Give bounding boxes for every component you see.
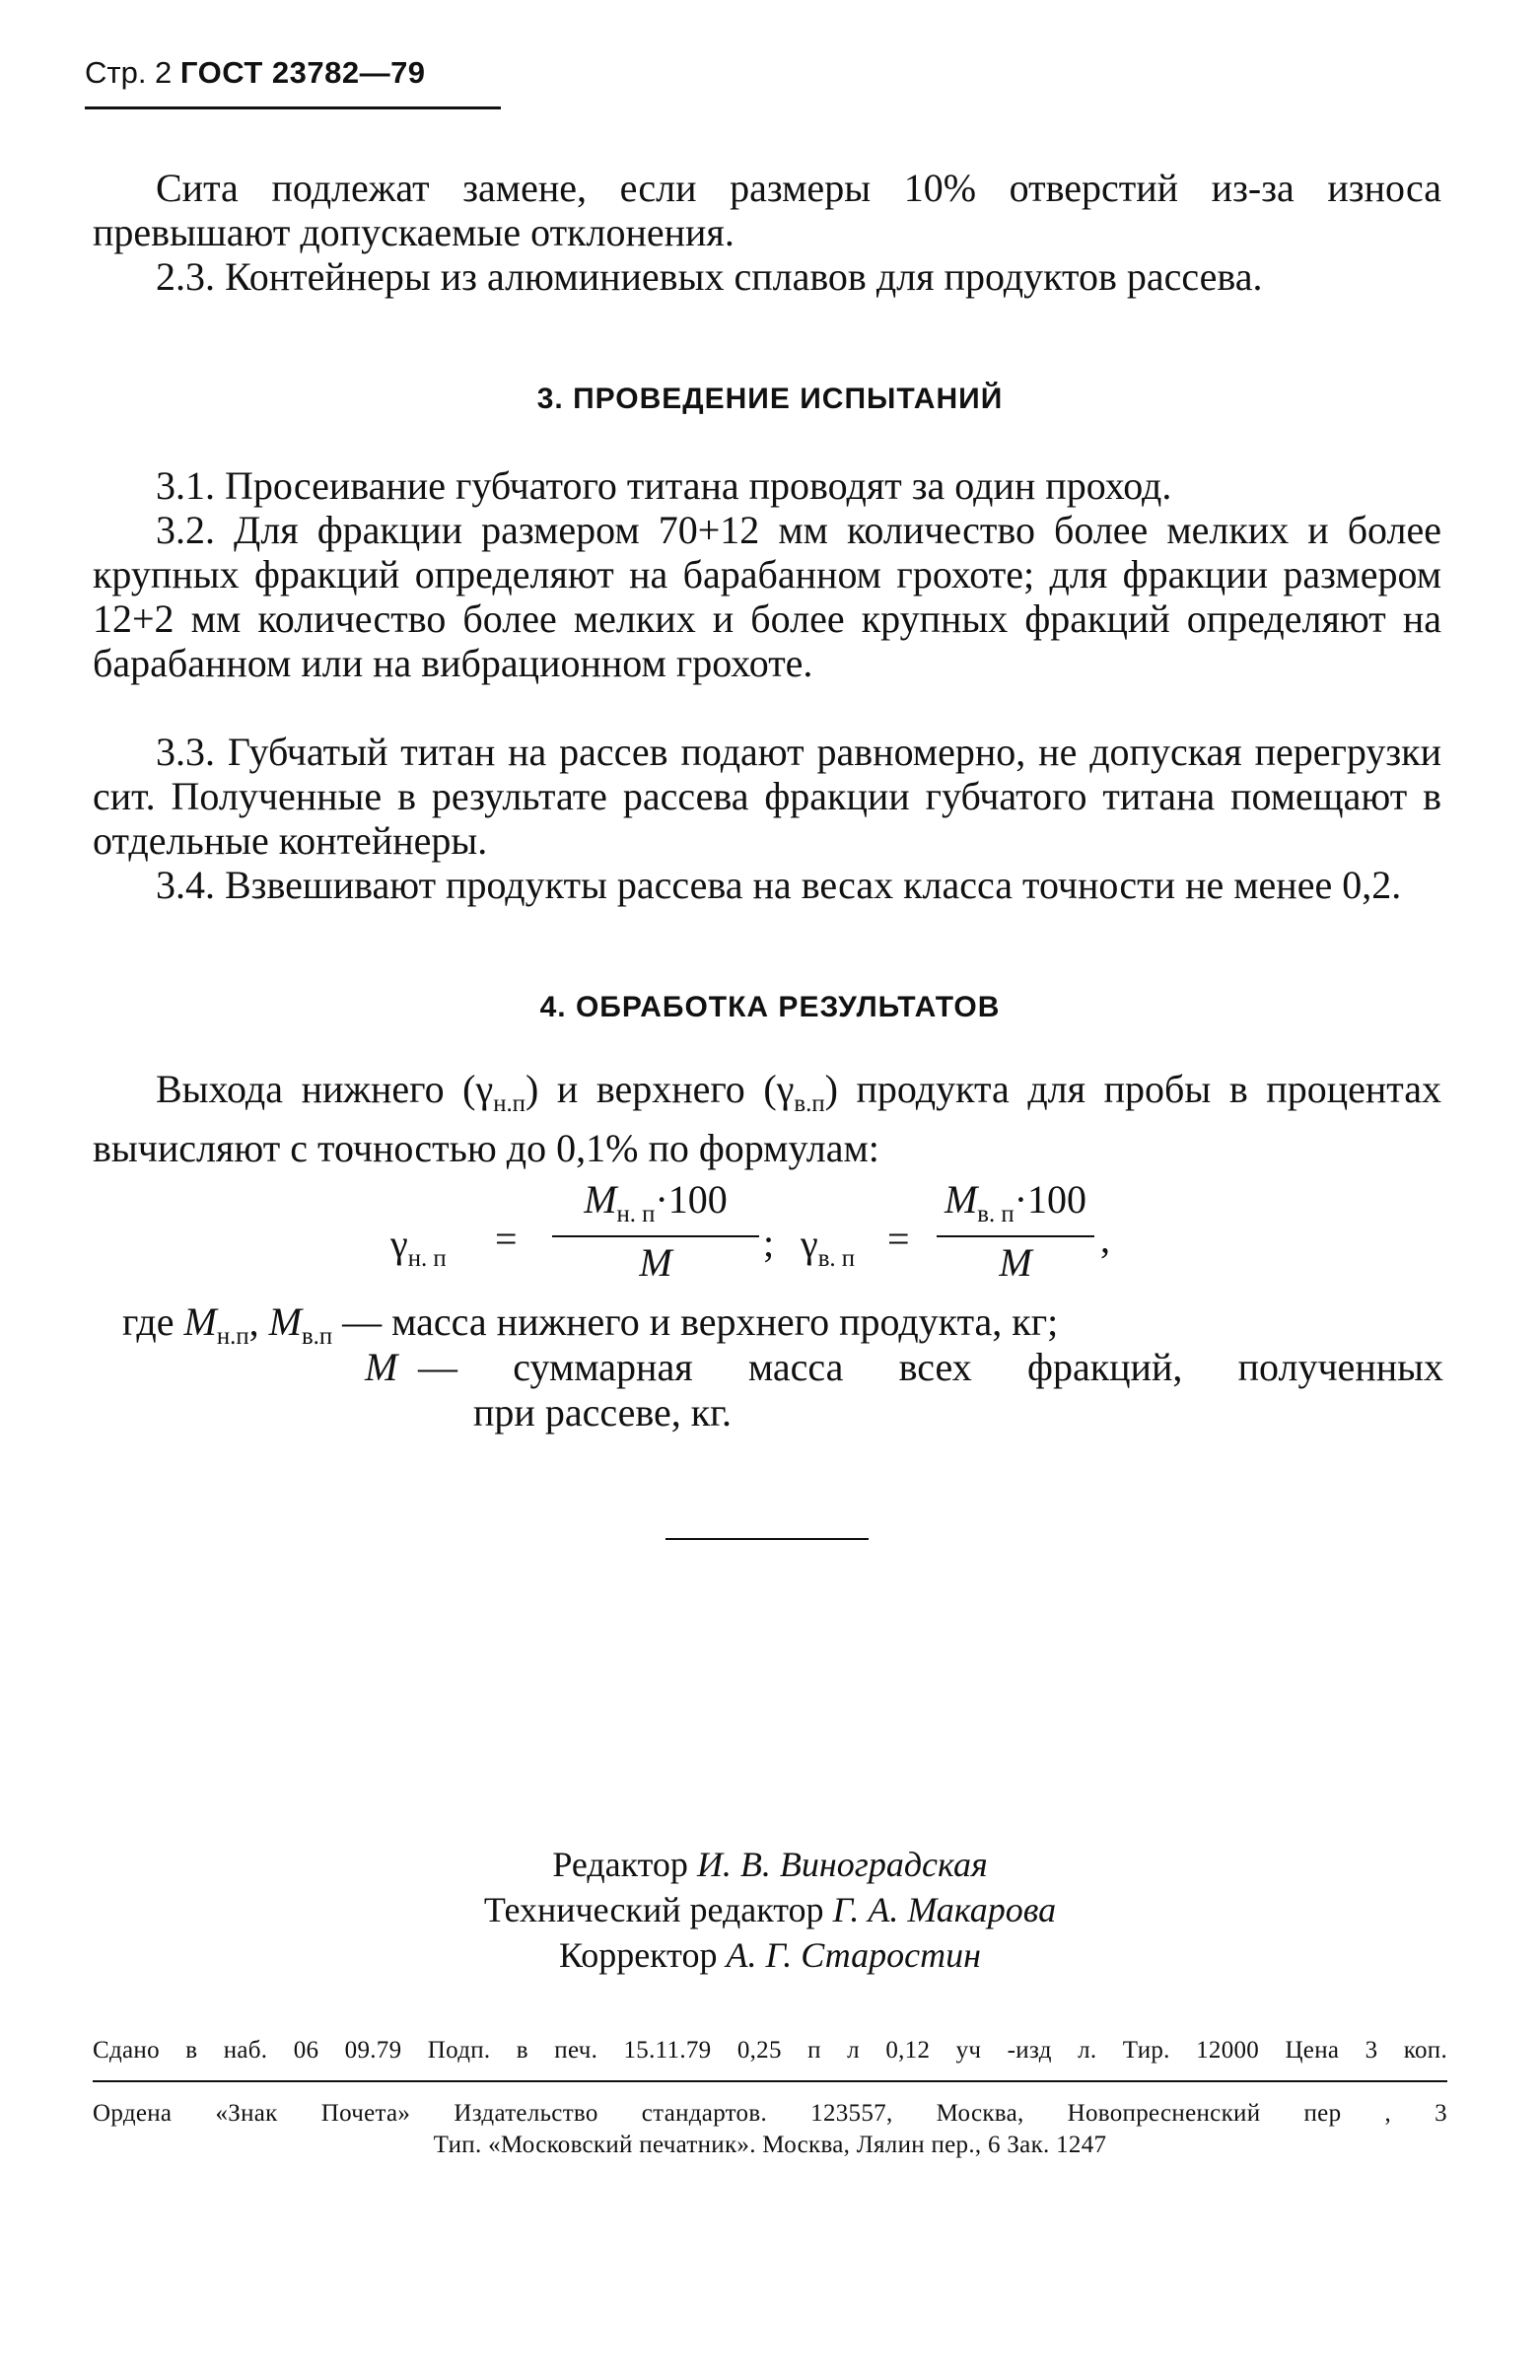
imprint-dates: Сдано в наб. 06 09.79 Подп. в печ. 15.11.79 0,25 п л 0,12 уч -изд л. Тир. 12000 Цена 3 коп. [93, 2037, 1447, 2064]
credit-corrector: Корректор А. Г. Старостин [558, 1935, 982, 1975]
paragraph-3-3: 3.3. Губчатый титан на рассев подают равномерно, не допуская перегрузки сит. Полученные в результате рассева фракции губчатого титана помещают в отдельные контейнеры. [93, 730, 1441, 863]
imprint-printer: Тип. «Московский печатник». Москва, Лялин пер., 6 Зак. 1247 [433, 2132, 1107, 2158]
paragraph-2-3: 2.3. Контейнеры из алюминиевых сплавов для продуктов рассева. [156, 254, 1263, 299]
header-rule [85, 106, 501, 109]
lhs-gamma-vp: $\gamma_{в. п}$ [801, 1222, 856, 1272]
equals-sign-2: = [887, 1217, 910, 1261]
symbol-definitions [122, 1299, 1443, 1435]
paragraph-3-4: 3.4. Взвешивают продукты рассева на весах класса точности не менее 0,2. [156, 863, 1402, 907]
paragraph-sieves: Сита подлежат замене, если размеры 10% отверстий из-за износа превышают допускаемые отклонения. [93, 166, 1441, 254]
fraction-bar-1 [552, 1235, 759, 1237]
paragraph-results-intro: Выхода нижнего $(\gamma_{н.п})$ и верхнего $(\gamma_{в.п})$ продукта для пробы в процентах вычисляют с точностью до 0,1% по формулам: [93, 1067, 1441, 1170]
paragraph-3-2: 3.2. Для фракции размером 70+12 мм количество более мелких и более крупных фракций определяют на барабанном грохоте; для фракции размером 12+2 мм количество более мелких и более крупных фракций определяют на барабанном или на вибрационном грохоте. [93, 508, 1441, 685]
fraction-bar-2 [937, 1235, 1094, 1237]
imprint-rule [93, 2080, 1447, 2082]
page-header [85, 55, 426, 91]
paragraph-3-1: 3.1. Просеивание губчатого титана проводят за один проход. [156, 463, 1172, 508]
credits [0, 1842, 1540, 1978]
credit-tech-editor: Технический редактор Г. А. Макарова [483, 1890, 1057, 1929]
denominator-2: M [999, 1240, 1032, 1285]
definition-masses: где $M_{н.п}$, $M_{в.п}$ — масса нижнего и верхнего продукта, кг; [122, 1299, 1059, 1350]
semicolon: ; [763, 1221, 775, 1265]
definition-total-mass: M — суммарная масса всех фракций, полученных [365, 1345, 1443, 1389]
credit-editor: Редактор И. В. Виноградская [552, 1845, 988, 1884]
end-rule [665, 1538, 869, 1540]
section-4-title: 4. ОБРАБОТКА РЕЗУЛЬТАТОВ [539, 991, 1001, 1023]
equals-sign-1: = [495, 1217, 518, 1261]
numerator-1: $M_{н. п}\cdot 100$ [584, 1177, 728, 1227]
denominator-1: M [639, 1240, 672, 1285]
formula-comma: , [1100, 1217, 1110, 1261]
page-number: Стр. 2 [85, 55, 173, 90]
section-3-title: 3. ПРОВЕДЕНИЕ ИСПЫТАНИЙ [536, 383, 1004, 415]
numerator-2: $M_{в. п}\cdot 100$ [944, 1177, 1087, 1227]
lhs-gamma-np: $\gamma_{н. п}$ [390, 1222, 447, 1272]
standard-number: ГОСТ 23782—79 [179, 55, 426, 90]
definition-total-mass-cont: при рассеве, кг. [473, 1390, 733, 1435]
imprint-publisher: Ордена «Знак Почета» Издательство стандартов. 123557, Москва, Новопресненский пер , 3 [93, 2100, 1447, 2127]
